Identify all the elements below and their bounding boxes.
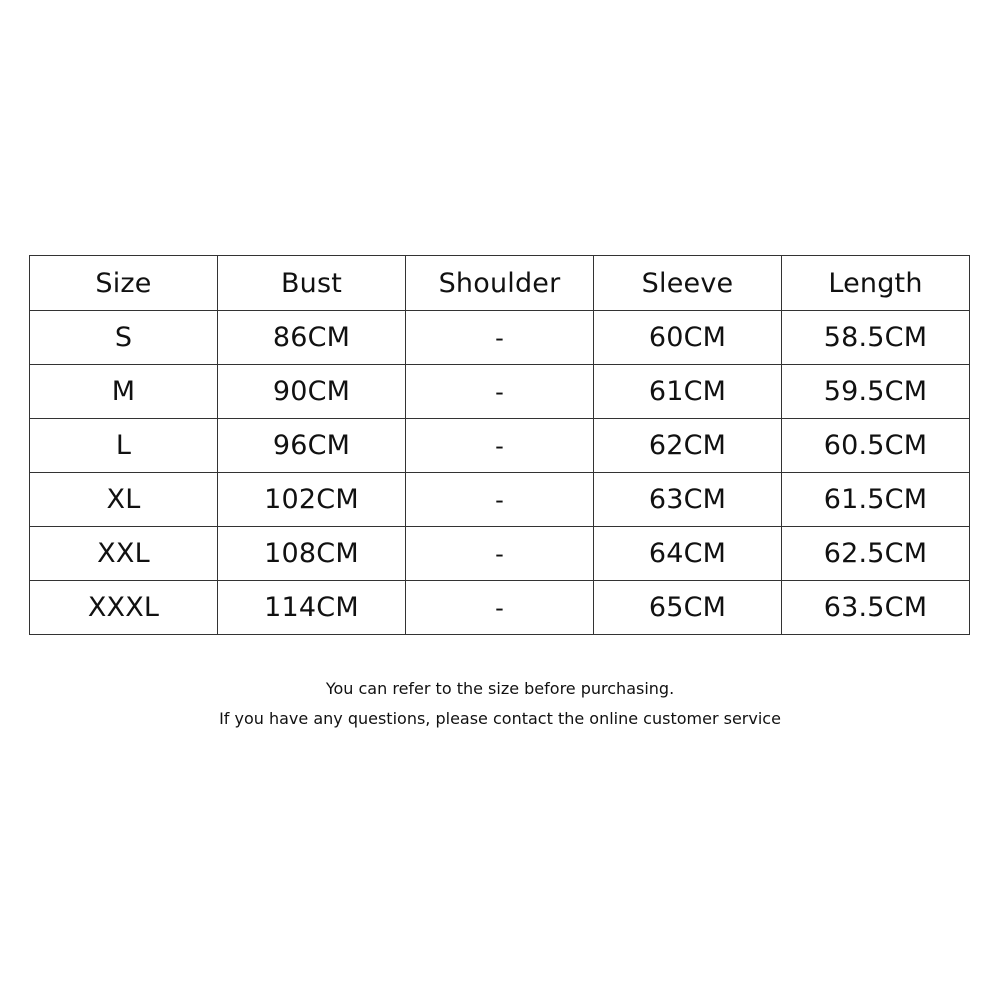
- cell-bust: 86CM: [218, 311, 406, 365]
- cell-shoulder: -: [406, 365, 594, 419]
- cell-bust: 102CM: [218, 473, 406, 527]
- cell-length: 58.5CM: [782, 311, 970, 365]
- size-notes: [0, 674, 1000, 734]
- cell-size: XXXL: [30, 581, 218, 635]
- cell-sleeve: 65CM: [594, 581, 782, 635]
- cell-size: XL: [30, 473, 218, 527]
- cell-sleeve: 64CM: [594, 527, 782, 581]
- cell-sleeve: 62CM: [594, 419, 782, 473]
- cell-shoulder: -: [406, 311, 594, 365]
- table-row: [30, 527, 970, 581]
- cell-shoulder: -: [406, 419, 594, 473]
- cell-sleeve: 63CM: [594, 473, 782, 527]
- cell-size: M: [30, 365, 218, 419]
- table-row: [30, 365, 970, 419]
- cell-size: XXL: [30, 527, 218, 581]
- cell-bust: 96CM: [218, 419, 406, 473]
- table-header-row: [30, 256, 970, 311]
- note-contact-service: If you have any questions, please contact the online customer service: [219, 709, 781, 728]
- header-size: Size: [30, 256, 218, 311]
- cell-sleeve: 61CM: [594, 365, 782, 419]
- cell-length: 60.5CM: [782, 419, 970, 473]
- cell-size: L: [30, 419, 218, 473]
- cell-shoulder: -: [406, 581, 594, 635]
- cell-length: 62.5CM: [782, 527, 970, 581]
- header-sleeve: Sleeve: [594, 256, 782, 311]
- size-chart-table: [29, 255, 970, 635]
- table-row: [30, 581, 970, 635]
- header-shoulder: Shoulder: [406, 256, 594, 311]
- table-row: [30, 473, 970, 527]
- cell-length: 63.5CM: [782, 581, 970, 635]
- cell-shoulder: -: [406, 527, 594, 581]
- cell-bust: 108CM: [218, 527, 406, 581]
- cell-length: 61.5CM: [782, 473, 970, 527]
- note-refer-size: You can refer to the size before purchasing.: [325, 679, 675, 698]
- table-row: [30, 419, 970, 473]
- cell-bust: 90CM: [218, 365, 406, 419]
- cell-bust: 114CM: [218, 581, 406, 635]
- cell-shoulder: -: [406, 473, 594, 527]
- header-length: Length: [782, 256, 970, 311]
- cell-length: 59.5CM: [782, 365, 970, 419]
- table-row: [30, 311, 970, 365]
- cell-sleeve: 60CM: [594, 311, 782, 365]
- cell-size: S: [30, 311, 218, 365]
- header-bust: Bust: [218, 256, 406, 311]
